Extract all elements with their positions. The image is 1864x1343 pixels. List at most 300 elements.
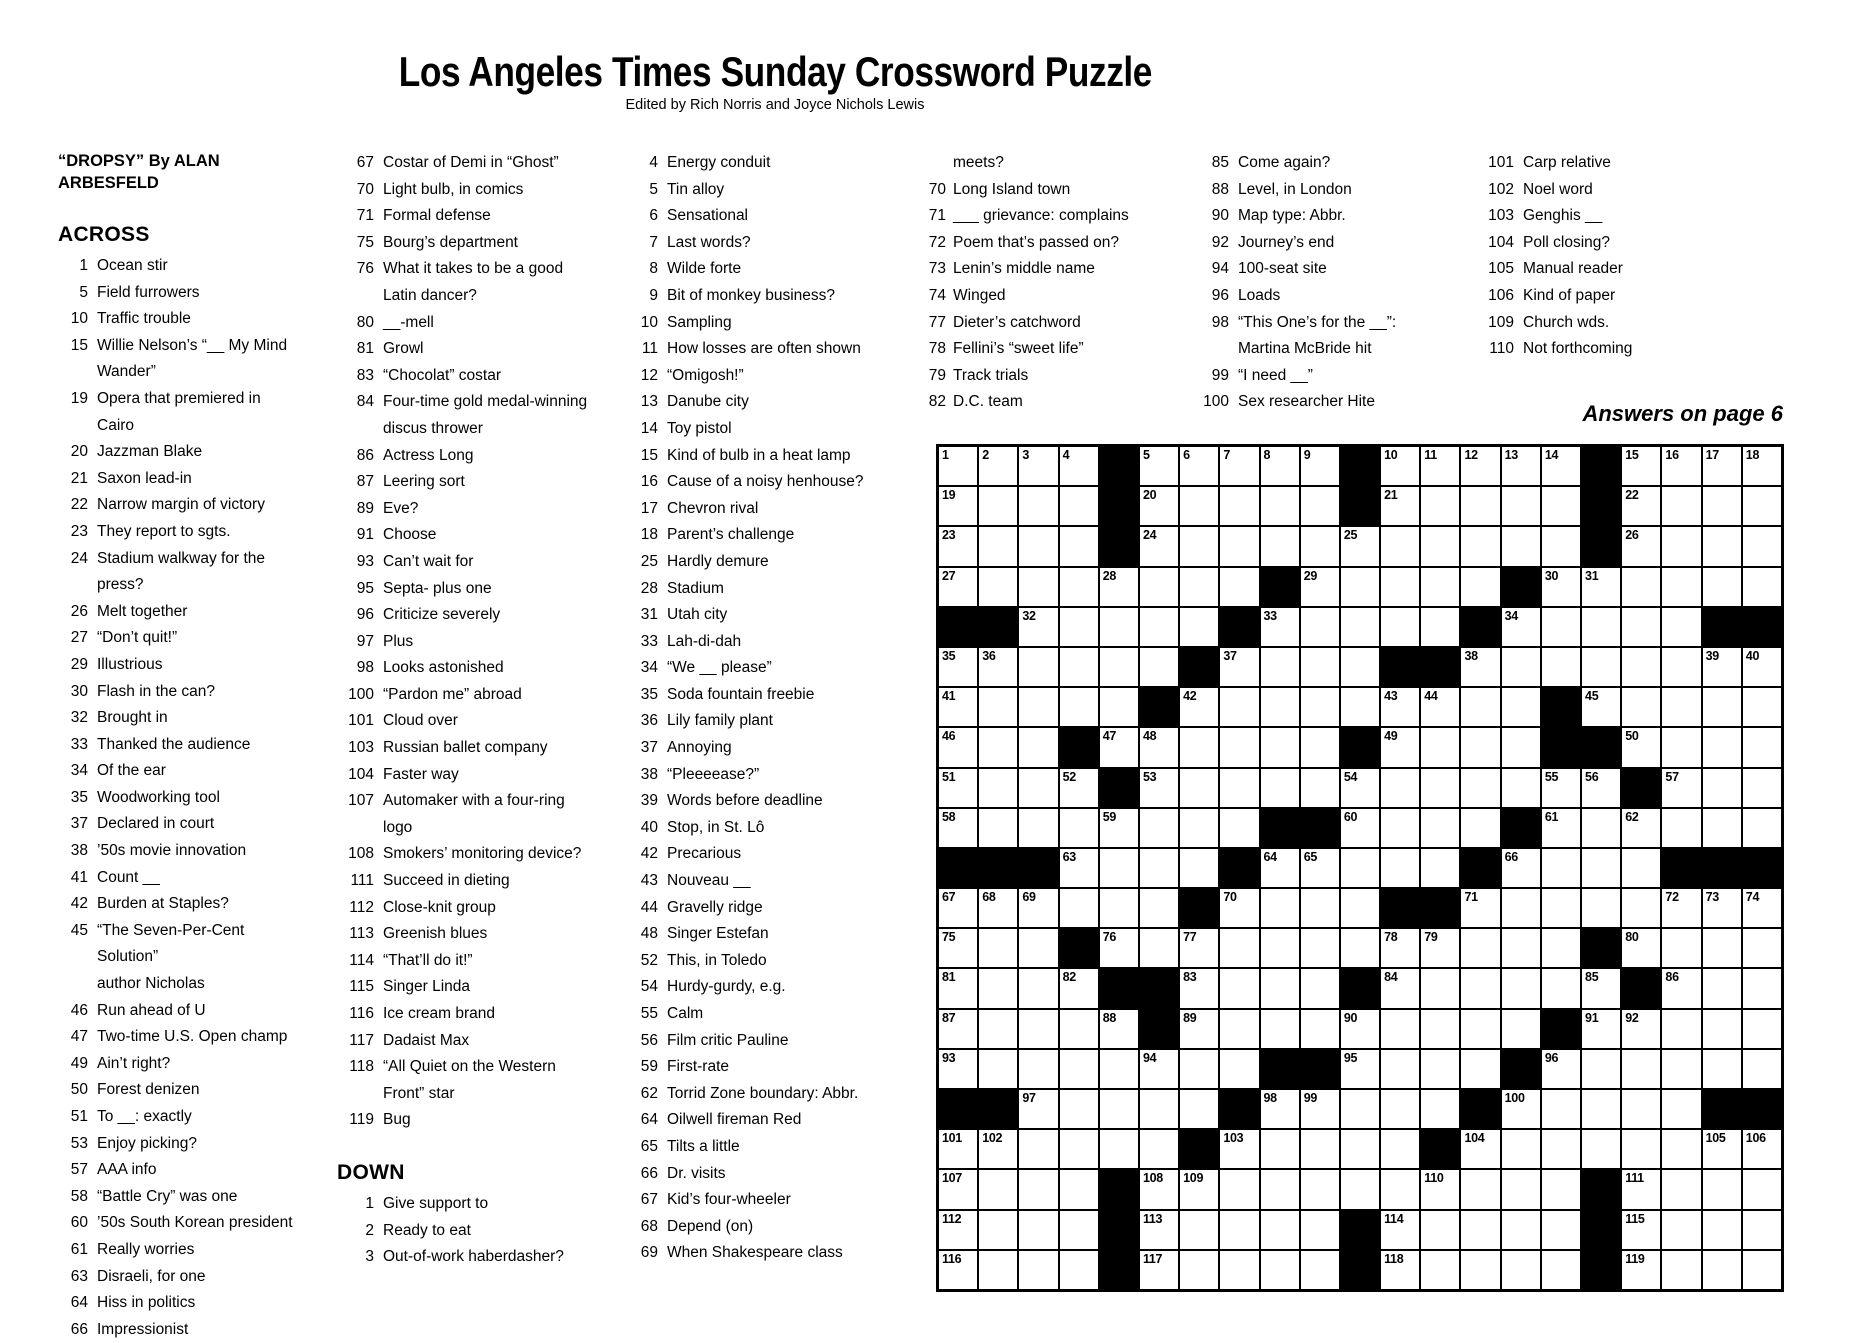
grid-cell[interactable] bbox=[1582, 688, 1620, 726]
grid-cell[interactable] bbox=[1662, 969, 1700, 1007]
grid-cell[interactable] bbox=[1220, 889, 1258, 927]
grid-cell[interactable] bbox=[1220, 1130, 1258, 1168]
grid-cell[interactable] bbox=[1100, 889, 1138, 927]
grid-cell[interactable] bbox=[1542, 849, 1580, 887]
grid-cell[interactable] bbox=[1703, 1130, 1741, 1168]
grid-cell[interactable] bbox=[1662, 1251, 1700, 1289]
grid-cell[interactable] bbox=[1421, 1251, 1459, 1289]
grid-cell[interactable] bbox=[1421, 487, 1459, 525]
grid-cell[interactable] bbox=[1662, 648, 1700, 686]
grid-cell[interactable] bbox=[1461, 447, 1499, 485]
grid-cell[interactable] bbox=[1582, 1090, 1620, 1128]
grid-cell[interactable] bbox=[1019, 769, 1057, 807]
grid-cell[interactable] bbox=[979, 809, 1017, 847]
grid-cell[interactable] bbox=[1662, 1010, 1700, 1048]
grid-cell[interactable] bbox=[1582, 1130, 1620, 1168]
grid-cell[interactable] bbox=[1622, 1010, 1660, 1048]
grid-cell[interactable] bbox=[1261, 769, 1299, 807]
grid-cell[interactable] bbox=[1060, 809, 1098, 847]
grid-cell[interactable] bbox=[979, 728, 1017, 766]
grid-cell[interactable] bbox=[939, 969, 977, 1007]
grid-cell[interactable] bbox=[1220, 969, 1258, 1007]
grid-cell[interactable] bbox=[1582, 969, 1620, 1007]
grid-cell[interactable] bbox=[1220, 568, 1258, 606]
grid-cell[interactable] bbox=[1502, 728, 1540, 766]
grid-cell[interactable] bbox=[1461, 809, 1499, 847]
grid-cell[interactable] bbox=[1220, 1251, 1258, 1289]
grid-cell[interactable] bbox=[1341, 889, 1379, 927]
grid-cell[interactable] bbox=[1582, 809, 1620, 847]
grid-cell[interactable] bbox=[1019, 1090, 1057, 1128]
grid-cell[interactable] bbox=[1301, 769, 1339, 807]
grid-cell[interactable] bbox=[1662, 1130, 1700, 1168]
grid-cell[interactable] bbox=[1421, 608, 1459, 646]
grid-cell[interactable] bbox=[939, 1211, 977, 1249]
grid-cell[interactable] bbox=[1060, 608, 1098, 646]
grid-cell[interactable] bbox=[1180, 769, 1218, 807]
grid-cell[interactable] bbox=[1582, 1010, 1620, 1048]
grid-cell[interactable] bbox=[1542, 929, 1580, 967]
grid-cell[interactable] bbox=[1502, 1130, 1540, 1168]
grid-cell[interactable] bbox=[1582, 608, 1620, 646]
grid-cell[interactable] bbox=[1100, 1090, 1138, 1128]
grid-cell[interactable] bbox=[1743, 929, 1781, 967]
grid-cell[interactable] bbox=[1622, 568, 1660, 606]
grid-cell[interactable] bbox=[1019, 608, 1057, 646]
grid-cell[interactable] bbox=[1542, 1170, 1580, 1208]
grid-cell[interactable] bbox=[1060, 769, 1098, 807]
grid-cell[interactable] bbox=[1662, 568, 1700, 606]
grid-cell[interactable] bbox=[979, 889, 1017, 927]
grid-cell[interactable] bbox=[1703, 1211, 1741, 1249]
grid-cell[interactable] bbox=[1060, 889, 1098, 927]
grid-cell[interactable] bbox=[1180, 1170, 1218, 1208]
grid-cell[interactable] bbox=[1301, 1170, 1339, 1208]
grid-cell[interactable] bbox=[1261, 1170, 1299, 1208]
grid-cell[interactable] bbox=[1461, 648, 1499, 686]
grid-cell[interactable] bbox=[1220, 809, 1258, 847]
grid-cell[interactable] bbox=[1060, 688, 1098, 726]
grid-cell[interactable] bbox=[1743, 1130, 1781, 1168]
grid-cell[interactable] bbox=[1421, 527, 1459, 565]
grid-cell[interactable] bbox=[979, 1211, 1017, 1249]
grid-cell[interactable] bbox=[1301, 1090, 1339, 1128]
grid-cell[interactable] bbox=[1461, 688, 1499, 726]
grid-cell[interactable] bbox=[1261, 527, 1299, 565]
grid-cell[interactable] bbox=[1261, 487, 1299, 525]
grid-cell[interactable] bbox=[1019, 969, 1057, 1007]
grid-cell[interactable] bbox=[1743, 1010, 1781, 1048]
grid-cell[interactable] bbox=[1180, 1251, 1218, 1289]
grid-cell[interactable] bbox=[1301, 688, 1339, 726]
grid-cell[interactable] bbox=[1502, 447, 1540, 485]
grid-cell[interactable] bbox=[1421, 769, 1459, 807]
grid-cell[interactable] bbox=[1703, 447, 1741, 485]
grid-cell[interactable] bbox=[1622, 688, 1660, 726]
grid-cell[interactable] bbox=[939, 769, 977, 807]
grid-cell[interactable] bbox=[1542, 1211, 1580, 1249]
grid-cell[interactable] bbox=[1180, 969, 1218, 1007]
grid-cell[interactable] bbox=[1502, 487, 1540, 525]
grid-cell[interactable] bbox=[1622, 929, 1660, 967]
grid-cell[interactable] bbox=[1180, 1090, 1218, 1128]
grid-cell[interactable] bbox=[979, 1010, 1017, 1048]
grid-cell[interactable] bbox=[1461, 1211, 1499, 1249]
grid-cell[interactable] bbox=[1060, 1090, 1098, 1128]
grid-cell[interactable] bbox=[1019, 527, 1057, 565]
grid-cell[interactable] bbox=[1301, 608, 1339, 646]
grid-cell[interactable] bbox=[1542, 1251, 1580, 1289]
grid-cell[interactable] bbox=[1261, 688, 1299, 726]
grid-cell[interactable] bbox=[1381, 1211, 1419, 1249]
grid-cell[interactable] bbox=[1461, 929, 1499, 967]
grid-cell[interactable] bbox=[1019, 1010, 1057, 1048]
grid-cell[interactable] bbox=[1662, 929, 1700, 967]
grid-cell[interactable] bbox=[1060, 1211, 1098, 1249]
grid-cell[interactable] bbox=[1140, 608, 1178, 646]
grid-cell[interactable] bbox=[1381, 447, 1419, 485]
grid-cell[interactable] bbox=[1261, 849, 1299, 887]
grid-cell[interactable] bbox=[1341, 648, 1379, 686]
grid-cell[interactable] bbox=[1662, 1090, 1700, 1128]
grid-cell[interactable] bbox=[1100, 929, 1138, 967]
grid-cell[interactable] bbox=[1140, 527, 1178, 565]
grid-cell[interactable] bbox=[1140, 568, 1178, 606]
grid-cell[interactable] bbox=[1220, 1211, 1258, 1249]
grid-cell[interactable] bbox=[1140, 1211, 1178, 1249]
grid-cell[interactable] bbox=[1019, 1170, 1057, 1208]
grid-cell[interactable] bbox=[1301, 889, 1339, 927]
grid-cell[interactable] bbox=[1341, 1050, 1379, 1088]
grid-cell[interactable] bbox=[1421, 849, 1459, 887]
grid-cell[interactable] bbox=[1703, 1170, 1741, 1208]
grid-cell[interactable] bbox=[1421, 1050, 1459, 1088]
grid-cell[interactable] bbox=[1261, 1130, 1299, 1168]
grid-cell[interactable] bbox=[1019, 809, 1057, 847]
grid-cell[interactable] bbox=[1301, 929, 1339, 967]
grid-cell[interactable] bbox=[1622, 608, 1660, 646]
grid-cell[interactable] bbox=[1341, 929, 1379, 967]
grid-cell[interactable] bbox=[1542, 1050, 1580, 1088]
grid-cell[interactable] bbox=[1542, 527, 1580, 565]
grid-cell[interactable] bbox=[939, 688, 977, 726]
grid-cell[interactable] bbox=[1180, 849, 1218, 887]
grid-cell[interactable] bbox=[1461, 1050, 1499, 1088]
grid-cell[interactable] bbox=[1381, 1010, 1419, 1048]
grid-cell[interactable] bbox=[1019, 688, 1057, 726]
grid-cell[interactable] bbox=[1019, 1251, 1057, 1289]
grid-cell[interactable] bbox=[1662, 889, 1700, 927]
grid-cell[interactable] bbox=[1743, 688, 1781, 726]
grid-cell[interactable] bbox=[1140, 447, 1178, 485]
grid-cell[interactable] bbox=[1100, 648, 1138, 686]
grid-cell[interactable] bbox=[1261, 969, 1299, 1007]
grid-cell[interactable] bbox=[1502, 1211, 1540, 1249]
grid-cell[interactable] bbox=[1019, 1130, 1057, 1168]
grid-cell[interactable] bbox=[1140, 929, 1178, 967]
grid-cell[interactable] bbox=[1502, 608, 1540, 646]
grid-cell[interactable] bbox=[979, 648, 1017, 686]
grid-cell[interactable] bbox=[1220, 1010, 1258, 1048]
grid-cell[interactable] bbox=[1582, 849, 1620, 887]
grid-cell[interactable] bbox=[1301, 648, 1339, 686]
grid-cell[interactable] bbox=[1743, 1251, 1781, 1289]
grid-cell[interactable] bbox=[1100, 728, 1138, 766]
grid-cell[interactable] bbox=[1622, 1050, 1660, 1088]
grid-cell[interactable] bbox=[1381, 568, 1419, 606]
grid-cell[interactable] bbox=[1703, 929, 1741, 967]
grid-cell[interactable] bbox=[1421, 969, 1459, 1007]
grid-cell[interactable] bbox=[1662, 728, 1700, 766]
grid-cell[interactable] bbox=[1261, 447, 1299, 485]
grid-cell[interactable] bbox=[1461, 728, 1499, 766]
grid-cell[interactable] bbox=[1140, 889, 1178, 927]
grid-cell[interactable] bbox=[1341, 1090, 1379, 1128]
grid-cell[interactable] bbox=[1461, 969, 1499, 1007]
grid-cell[interactable] bbox=[1381, 1251, 1419, 1289]
grid-cell[interactable] bbox=[1582, 1050, 1620, 1088]
grid-cell[interactable] bbox=[1180, 1010, 1218, 1048]
grid-cell[interactable] bbox=[1060, 969, 1098, 1007]
grid-cell[interactable] bbox=[1461, 1251, 1499, 1289]
grid-cell[interactable] bbox=[979, 527, 1017, 565]
grid-cell[interactable] bbox=[1381, 929, 1419, 967]
grid-cell[interactable] bbox=[1743, 769, 1781, 807]
grid-cell[interactable] bbox=[1140, 849, 1178, 887]
grid-cell[interactable] bbox=[1060, 1010, 1098, 1048]
grid-cell[interactable] bbox=[1622, 527, 1660, 565]
grid-cell[interactable] bbox=[1421, 568, 1459, 606]
grid-cell[interactable] bbox=[1461, 1130, 1499, 1168]
grid-cell[interactable] bbox=[1502, 929, 1540, 967]
grid-cell[interactable] bbox=[1662, 688, 1700, 726]
grid-cell[interactable] bbox=[1622, 728, 1660, 766]
grid-cell[interactable] bbox=[979, 447, 1017, 485]
grid-cell[interactable] bbox=[1301, 1211, 1339, 1249]
grid-cell[interactable] bbox=[1180, 487, 1218, 525]
grid-cell[interactable] bbox=[1381, 969, 1419, 1007]
grid-cell[interactable] bbox=[1461, 1010, 1499, 1048]
grid-cell[interactable] bbox=[1180, 527, 1218, 565]
grid-cell[interactable] bbox=[979, 969, 1017, 1007]
grid-cell[interactable] bbox=[1220, 648, 1258, 686]
grid-cell[interactable] bbox=[1301, 447, 1339, 485]
grid-cell[interactable] bbox=[939, 1251, 977, 1289]
grid-cell[interactable] bbox=[1622, 809, 1660, 847]
grid-cell[interactable] bbox=[939, 447, 977, 485]
grid-cell[interactable] bbox=[1703, 648, 1741, 686]
grid-cell[interactable] bbox=[979, 1050, 1017, 1088]
grid-cell[interactable] bbox=[1421, 447, 1459, 485]
grid-cell[interactable] bbox=[939, 1050, 977, 1088]
grid-cell[interactable] bbox=[1301, 1130, 1339, 1168]
grid-cell[interactable] bbox=[1381, 809, 1419, 847]
grid-cell[interactable] bbox=[1060, 849, 1098, 887]
grid-cell[interactable] bbox=[1019, 1050, 1057, 1088]
grid-cell[interactable] bbox=[1542, 809, 1580, 847]
grid-cell[interactable] bbox=[1381, 688, 1419, 726]
grid-cell[interactable] bbox=[1301, 728, 1339, 766]
grid-cell[interactable] bbox=[1542, 1130, 1580, 1168]
grid-cell[interactable] bbox=[1421, 809, 1459, 847]
grid-cell[interactable] bbox=[1662, 769, 1700, 807]
grid-cell[interactable] bbox=[1019, 487, 1057, 525]
grid-cell[interactable] bbox=[1662, 527, 1700, 565]
grid-cell[interactable] bbox=[1502, 769, 1540, 807]
grid-cell[interactable] bbox=[1502, 648, 1540, 686]
grid-cell[interactable] bbox=[1060, 568, 1098, 606]
grid-cell[interactable] bbox=[1622, 487, 1660, 525]
grid-cell[interactable] bbox=[1261, 889, 1299, 927]
grid-cell[interactable] bbox=[1461, 487, 1499, 525]
grid-cell[interactable] bbox=[939, 1010, 977, 1048]
grid-cell[interactable] bbox=[1341, 1170, 1379, 1208]
grid-cell[interactable] bbox=[1341, 527, 1379, 565]
grid-cell[interactable] bbox=[1421, 929, 1459, 967]
grid-cell[interactable] bbox=[1220, 447, 1258, 485]
grid-cell[interactable] bbox=[1502, 1010, 1540, 1048]
grid-cell[interactable] bbox=[1381, 728, 1419, 766]
grid-cell[interactable] bbox=[1341, 688, 1379, 726]
grid-cell[interactable] bbox=[1341, 809, 1379, 847]
grid-cell[interactable] bbox=[1542, 568, 1580, 606]
grid-cell[interactable] bbox=[1381, 487, 1419, 525]
grid-cell[interactable] bbox=[1622, 1251, 1660, 1289]
grid-cell[interactable] bbox=[1421, 688, 1459, 726]
grid-cell[interactable] bbox=[1180, 929, 1218, 967]
grid-cell[interactable] bbox=[1622, 849, 1660, 887]
grid-cell[interactable] bbox=[1060, 447, 1098, 485]
grid-cell[interactable] bbox=[1461, 889, 1499, 927]
grid-cell[interactable] bbox=[1743, 447, 1781, 485]
grid-cell[interactable] bbox=[1261, 608, 1299, 646]
grid-cell[interactable] bbox=[1622, 1211, 1660, 1249]
grid-cell[interactable] bbox=[1301, 527, 1339, 565]
grid-cell[interactable] bbox=[1140, 1251, 1178, 1289]
grid-cell[interactable] bbox=[1743, 568, 1781, 606]
grid-cell[interactable] bbox=[1421, 1010, 1459, 1048]
grid-cell[interactable] bbox=[1381, 1050, 1419, 1088]
grid-cell[interactable] bbox=[1703, 769, 1741, 807]
grid-cell[interactable] bbox=[1703, 1251, 1741, 1289]
grid-cell[interactable] bbox=[1703, 1010, 1741, 1048]
grid-cell[interactable] bbox=[1743, 1050, 1781, 1088]
grid-cell[interactable] bbox=[1421, 1090, 1459, 1128]
grid-cell[interactable] bbox=[1100, 568, 1138, 606]
grid-cell[interactable] bbox=[1140, 769, 1178, 807]
grid-cell[interactable] bbox=[1381, 769, 1419, 807]
grid-cell[interactable] bbox=[1662, 447, 1700, 485]
grid-cell[interactable] bbox=[939, 809, 977, 847]
grid-cell[interactable] bbox=[1140, 728, 1178, 766]
grid-cell[interactable] bbox=[979, 688, 1017, 726]
grid-cell[interactable] bbox=[1261, 1090, 1299, 1128]
grid-cell[interactable] bbox=[1582, 648, 1620, 686]
grid-cell[interactable] bbox=[1743, 648, 1781, 686]
grid-cell[interactable] bbox=[1461, 527, 1499, 565]
grid-cell[interactable] bbox=[939, 929, 977, 967]
grid-cell[interactable] bbox=[1743, 1211, 1781, 1249]
grid-cell[interactable] bbox=[1542, 889, 1580, 927]
grid-cell[interactable] bbox=[1743, 527, 1781, 565]
grid-cell[interactable] bbox=[979, 929, 1017, 967]
grid-cell[interactable] bbox=[1622, 1170, 1660, 1208]
grid-cell[interactable] bbox=[1301, 1251, 1339, 1289]
grid-cell[interactable] bbox=[1461, 568, 1499, 606]
grid-cell[interactable] bbox=[1502, 527, 1540, 565]
grid-cell[interactable] bbox=[1261, 1251, 1299, 1289]
grid-cell[interactable] bbox=[1220, 527, 1258, 565]
grid-cell[interactable] bbox=[1301, 487, 1339, 525]
grid-cell[interactable] bbox=[1662, 608, 1700, 646]
grid-cell[interactable] bbox=[1743, 1170, 1781, 1208]
grid-cell[interactable] bbox=[1060, 1130, 1098, 1168]
grid-cell[interactable] bbox=[1301, 1010, 1339, 1048]
grid-cell[interactable] bbox=[1019, 1211, 1057, 1249]
grid-cell[interactable] bbox=[1019, 568, 1057, 606]
grid-cell[interactable] bbox=[1703, 728, 1741, 766]
grid-cell[interactable] bbox=[1140, 1050, 1178, 1088]
grid-cell[interactable] bbox=[1461, 1170, 1499, 1208]
grid-cell[interactable] bbox=[1662, 1211, 1700, 1249]
grid-cell[interactable] bbox=[1060, 1050, 1098, 1088]
grid-cell[interactable] bbox=[1180, 1050, 1218, 1088]
grid-cell[interactable] bbox=[1743, 487, 1781, 525]
grid-cell[interactable] bbox=[1381, 608, 1419, 646]
grid-cell[interactable] bbox=[1502, 1090, 1540, 1128]
grid-cell[interactable] bbox=[1220, 929, 1258, 967]
grid-cell[interactable] bbox=[1743, 969, 1781, 1007]
grid-cell[interactable] bbox=[1542, 969, 1580, 1007]
grid-cell[interactable] bbox=[939, 889, 977, 927]
grid-cell[interactable] bbox=[1341, 1130, 1379, 1168]
grid-cell[interactable] bbox=[939, 1130, 977, 1168]
grid-cell[interactable] bbox=[1140, 1130, 1178, 1168]
grid-cell[interactable] bbox=[1502, 849, 1540, 887]
grid-cell[interactable] bbox=[1100, 849, 1138, 887]
grid-cell[interactable] bbox=[939, 568, 977, 606]
grid-cell[interactable] bbox=[1100, 1050, 1138, 1088]
grid-cell[interactable] bbox=[1180, 608, 1218, 646]
grid-cell[interactable] bbox=[1261, 929, 1299, 967]
grid-cell[interactable] bbox=[939, 1170, 977, 1208]
grid-cell[interactable] bbox=[1261, 1211, 1299, 1249]
grid-cell[interactable] bbox=[1582, 769, 1620, 807]
grid-cell[interactable] bbox=[939, 487, 977, 525]
grid-cell[interactable] bbox=[1421, 728, 1459, 766]
grid-cell[interactable] bbox=[1140, 1170, 1178, 1208]
grid-cell[interactable] bbox=[1703, 1050, 1741, 1088]
grid-cell[interactable] bbox=[939, 728, 977, 766]
grid-cell[interactable] bbox=[1341, 849, 1379, 887]
grid-cell[interactable] bbox=[1381, 1130, 1419, 1168]
grid-cell[interactable] bbox=[1060, 527, 1098, 565]
grid-cell[interactable] bbox=[1703, 487, 1741, 525]
grid-cell[interactable] bbox=[1100, 608, 1138, 646]
grid-cell[interactable] bbox=[1381, 849, 1419, 887]
grid-cell[interactable] bbox=[1703, 688, 1741, 726]
grid-cell[interactable] bbox=[1220, 1050, 1258, 1088]
grid-cell[interactable] bbox=[1542, 487, 1580, 525]
grid-cell[interactable] bbox=[1220, 769, 1258, 807]
grid-cell[interactable] bbox=[1341, 568, 1379, 606]
grid-cell[interactable] bbox=[1140, 648, 1178, 686]
grid-cell[interactable] bbox=[1301, 568, 1339, 606]
grid-cell[interactable] bbox=[1502, 969, 1540, 1007]
grid-cell[interactable] bbox=[1662, 487, 1700, 525]
grid-cell[interactable] bbox=[1582, 889, 1620, 927]
grid-cell[interactable] bbox=[939, 527, 977, 565]
